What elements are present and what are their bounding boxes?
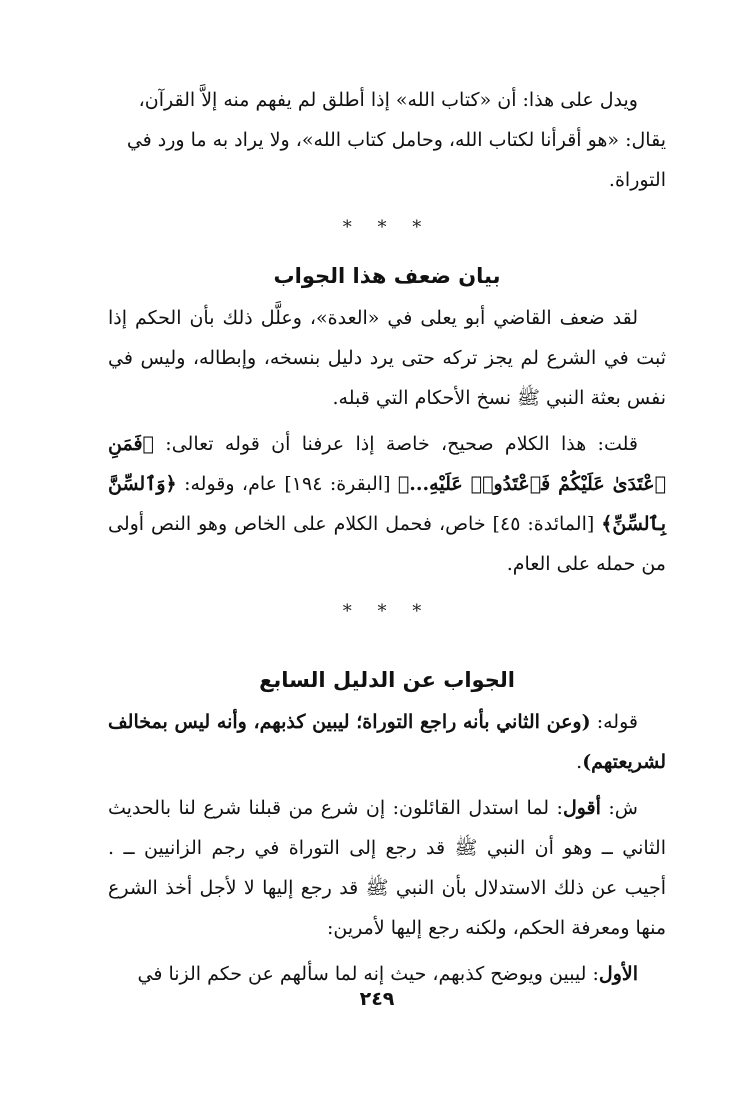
quran-verse-maidah: ﴿وَٱلسِّنَّ بِٱلسِّنِّ﴾ — [108, 473, 666, 535]
paragraph-qadi-abu-yala: لقد ضعف القاضي أبو يعلى في «العدة»، وعلَّل ذلك بأن الحكم إذا ثبت في الشرع لم يجز تركه حتى يرد دليل بنسخه، وإبطاله، وليس في نفس بعثة النبي ﷺ نسخ الأحكام التي قبله. — [108, 307, 666, 409]
citation-text-2: [البقرة: ١٩٤] عام، وقوله: — [176, 473, 398, 495]
section-heading-seventh-evidence: الجواب عن الدليل السابع — [259, 668, 515, 692]
section-separator: * * * — [342, 217, 432, 238]
paragraph-quran-citation — [108, 424, 666, 584]
explanation-lead: ش: — [600, 797, 638, 819]
citation-text-3: [المائدة: ٤٥] خاص، فحمل الكلام على الخاص وهو النص أولى من حمله على العام. — [108, 513, 666, 575]
citation-text-1: قلت: هذا الكلام صحيح، خاصة إذا عرفنا أن قوله تعالى: — [153, 433, 638, 455]
quote-bold-text: (وعن الثاني بأنه راجع التوراة؛ ليبين كذبهم، وأنه ليس بمخالف لشريعتهم) — [108, 711, 666, 773]
page-number: ٢٤٩ — [359, 988, 395, 1010]
first-reason-label: الأول — [598, 963, 638, 985]
intro-line-2: يقال: «هو أقرأنا لكتاب الله، وحامل كتاب الله»، ولا يراد به ما ورد في — [126, 129, 666, 151]
explanation-bold-aqul: أقول — [562, 797, 601, 819]
page-body — [108, 80, 666, 994]
section-heading-weakness: بيان ضعف هذا الجواب — [273, 264, 501, 288]
paragraph-intro — [108, 80, 666, 200]
paragraph-explanation — [108, 788, 666, 948]
first-reason-text: : ليبين ويوضح كذبهم، حيث إنه لما سألهم عن حكم الزنا في — [137, 963, 599, 985]
explanation-rest: : لما استدل القائلون: إن شرع من قبلنا شرع لنا بالحديث الثاني ــ وهو أن النبي ﷺ قد رجع إلى التوراة في رجم الزانيين ــ . أجيب عن ذلك الاستدلال بأن النبي ﷺ قد رجع إليها لا لأجل أخذ الشرع منها ومعرفة الحكم، ولكنه رجع إليها لأمرين: — [108, 797, 666, 939]
section-separator-2: * * * — [342, 601, 432, 622]
quote-tail: . — [576, 751, 583, 773]
intro-line-1: ويدل على هذا: أن «كتاب الله» إذا أطلق لم يفهم منه إلاَّ القرآن، — [138, 89, 638, 111]
intro-line-3: التوراة. — [608, 169, 666, 191]
paragraph-quote — [108, 702, 666, 782]
quran-verse-baqarah: ﴿فَمَنِ ٱعْتَدَىٰ عَلَيْكُمْ فَٱعْتَدُوا۟ عَلَيْهِ...﴾ — [108, 433, 666, 495]
quote-lead: قوله: — [590, 711, 638, 733]
